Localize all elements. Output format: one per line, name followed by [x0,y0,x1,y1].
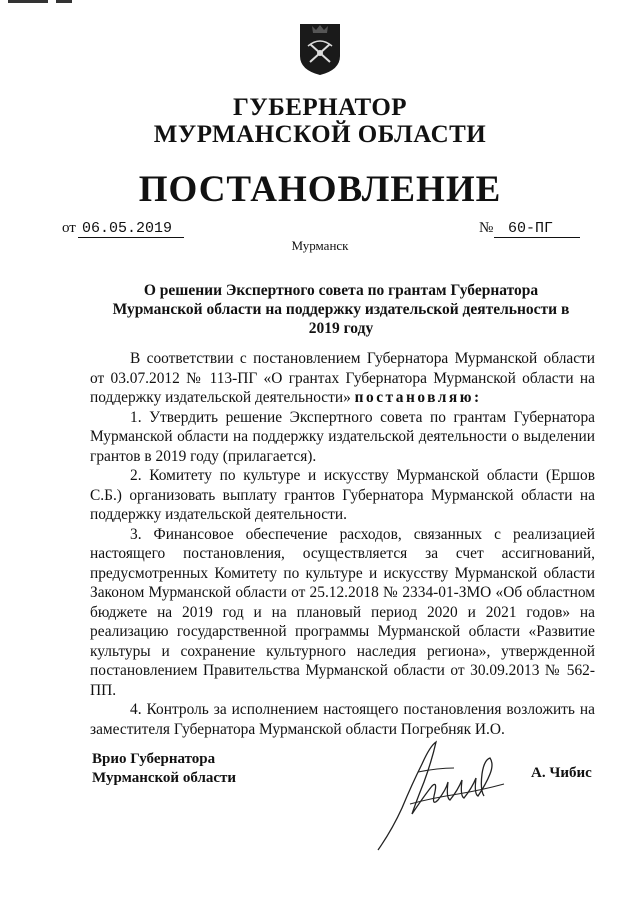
coat-of-arms-icon [298,22,342,76]
paragraph-4: 4. Контроль за исполнением настоящего постановления возложить на заместителя Губернатора Мурманской области Погребняк И.О. [90,701,595,738]
paragraph-2: 2. Комитету по культуре и искусству Мурманской области (Ершов С.Б.) организовать выплату грантов Губернатора Мурманской области на поддержку издательской деятельности. [90,467,595,523]
scan-edge-mark [8,0,48,3]
signatory-position [92,750,236,788]
document-date: 06.05.2019 [78,220,184,238]
document-number: 60-ПГ [494,220,580,238]
intro-text: В соответствии с постановлением Губернатора Мурманской области от 03.07.2012 № 113-ПГ «О грантах Губернатора Мурманской области на поддержку издательской деятельности» [90,350,595,406]
intro-paragraph [90,349,595,408]
signatory-position-line1: Врио Губернатора [92,751,216,767]
city: Мурманск [291,238,349,253]
region-heading: МУРМАНСКОЙ ОБЛАСТИ [153,121,487,148]
signatory-name: А. Чибис [531,765,592,781]
number-prefix: № [479,220,494,236]
signatory-position-line2: Мурманской области [92,770,237,786]
document-body [90,349,595,739]
paragraph-3: 3. Финансовое обеспечение расходов, связанных с реализацией настоящего постановления, осуществляется за счет ассигнований, предусмотренных Комитету по культуре и искусству Мурманской области Законом Мурманской области от 25.12.2018 № 2334-01-ЗМО «Об областном бюджете на 2019 год и на плановый период 2020 и 2021 годов» на реализацию государственной программы Мурманской области «Развитие культуры и сохранение культурного наследия региона», утвержденной постановлением Правительства Мурманской области от 30.09.2013 № 562-ПП. [90,525,595,699]
governor-heading: ГУБЕРНАТОР [232,94,408,121]
handwritten-signature [372,738,524,858]
paragraph-1: 1. Утвердить решение Экспертного совета по грантам Губернатора Мурманской области на поддержку издательской деятельности о выделении грантов в 2019 году (прилагается). [90,408,595,465]
scan-edge-mark [56,0,72,3]
decree-word: постановляю: [354,389,482,406]
document-subject: О решении Экспертного совета по грантам Губернатора Мурманской области на поддержку издательской деятельности в 2019 году [112,282,570,337]
document-type-title: ПОСТАНОВЛЕНИЕ [138,169,502,210]
date-prefix: от [62,220,76,236]
